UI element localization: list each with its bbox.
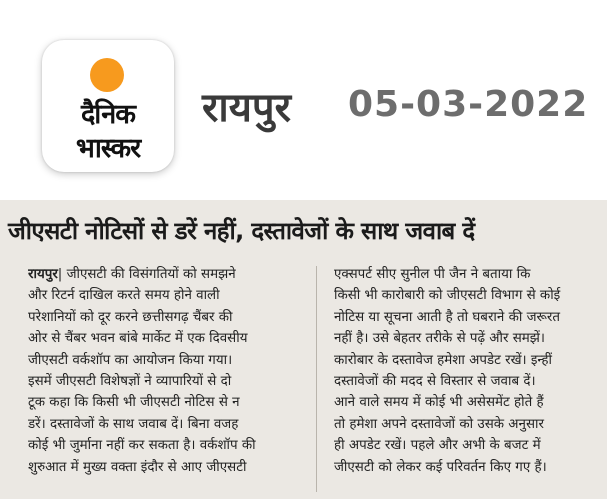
article-line: जीएसटी को लेकर कई परिवर्तन किए गए हैं। <box>334 459 547 475</box>
article-line: कोई भी जुर्माना नहीं कर सकता है। वर्कशॉप की <box>28 438 256 454</box>
article-line: डरें। दस्तावेजों के साथ जवाब दें। बिना वजह <box>28 416 239 432</box>
article-column-left <box>28 264 296 478</box>
logo-word-bhaskar: भास्कर <box>75 133 141 164</box>
edition-city: रायपुर <box>202 85 291 131</box>
masthead <box>0 0 607 200</box>
column-divider <box>316 266 317 492</box>
article-line: परेशानियों को दूर करने छत्तीसगढ़ चैंबर की <box>28 309 233 325</box>
article-line: इसमें जीएसटी विशेषज्ञों ने व्यापारियों से दो <box>28 374 232 390</box>
article-line: शुरुआत में मुख्य वक्ता इंदौर से आए जीएसटी <box>28 459 247 475</box>
article-line: टूक कहा कि किसी भी जीएसटी नोटिस से न <box>28 395 240 411</box>
news-clipping <box>0 200 607 499</box>
article-line: जीएसटी वर्कशॉप का आयोजन किया गया। <box>28 352 233 368</box>
logo-word-dainik: दैनिक <box>80 99 136 130</box>
article-line: नहीं है। उसे बेहतर तरीके से पढ़ें और समझें। <box>334 331 545 347</box>
article-line: एक्सपर्ट सीए सुनील पी जैन ने बताया कि <box>334 267 531 282</box>
article-dateline: रायपुर <box>28 267 58 282</box>
article-line: और रिटर्न दाखिल करते समय होने वाली <box>28 288 220 304</box>
sun-icon <box>90 58 124 92</box>
article-line: आने वाले समय में कोई भी असेसमेंट होते हैं <box>334 395 544 411</box>
article-line-text: | जीएसटी की विसंगतियों को समझने <box>57 267 236 282</box>
article-line: कारोबार के दस्तावेज हमेशा अपडेट रखें। इन्हीं <box>334 352 553 368</box>
article-headline: जीएसटी नोटिसों से डरें नहीं, दस्तावेजों के साथ जवाब दें <box>8 217 475 245</box>
article-line: ओर से चैंबर भवन बांबे मार्केट में एक दिवसीय <box>28 331 248 347</box>
article-line: ही अपडेट रखें। पहले और अभी के बजट में <box>334 438 541 454</box>
article-line: नोटिस या सूचना आती है तो घबराने की जरूरत <box>334 309 561 325</box>
article-line: तो हमेशा अपने दस्तावेजों को उसके अनुसार <box>334 416 544 432</box>
article-column-right <box>334 264 602 478</box>
article-line: किसी भी कारोबारी को जीएसटी विभाग से कोई <box>334 288 561 304</box>
dainik-bhaskar-logo <box>42 40 174 172</box>
article-line <box>28 264 296 285</box>
edition-date: 05-03-2022 <box>348 84 589 125</box>
article-line: दस्तावेजों की मदद से विस्तार से जवाब दें। <box>334 374 536 390</box>
